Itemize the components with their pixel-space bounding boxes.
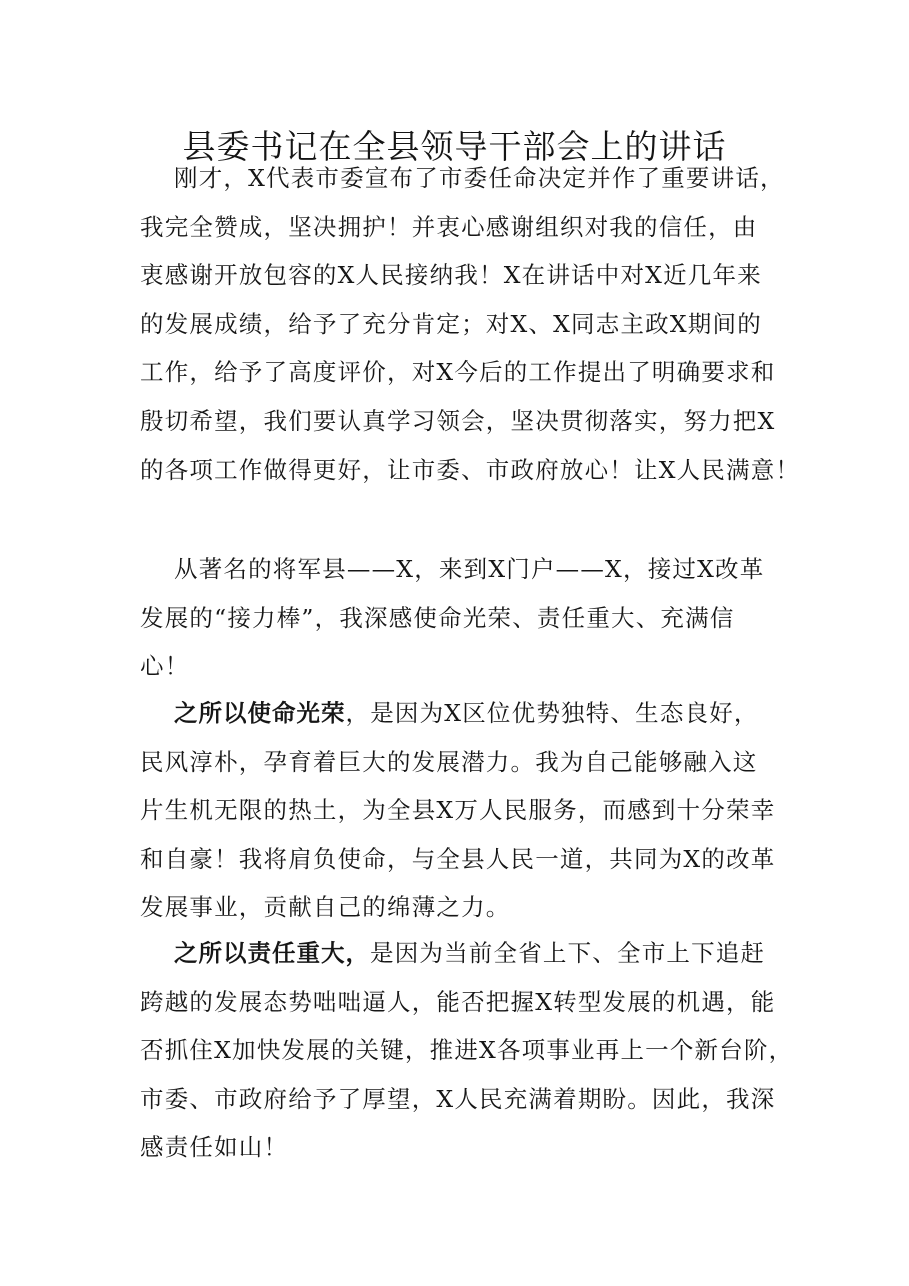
- paragraph-line: 我完全赞成，坚决拥护！并衷心感谢组织对我的信任，由: [140, 212, 758, 241]
- paragraph-line: 殷切希望，我们要认真学习领会，坚决贯彻落实，努力把X: [140, 406, 776, 435]
- paragraph-line: 市委、市政府给予了厚望，X人民充满着期盼。因此，我深: [140, 1084, 776, 1113]
- paragraph-line: 发展的“接力棒”，我深感使命光荣、责任重大、充满信: [140, 603, 735, 632]
- paragraph-line: 民风淳朴，孕育着巨大的发展潜力。我为自己能够融入这: [140, 747, 758, 776]
- paragraph-line: 感责任如山！: [140, 1133, 289, 1162]
- paragraph-line: 发展事业，贡献自己的绵薄之力。: [140, 893, 511, 922]
- paragraph-line: 的发展成绩，给予了充分肯定；对X、X同志主政X期间的: [140, 309, 762, 338]
- paragraph-line: 从著名的将军县——X，来到X门户——X，接过X改革: [174, 555, 765, 583]
- paragraph-line: 片生机无限的热土，为全县X万人民服务，而感到十分荣幸: [140, 796, 776, 825]
- paragraph-1: [140, 154, 801, 494]
- paragraph-line-text: ，是因为X区位优势独特、生态良好，: [345, 699, 759, 727]
- paragraph-line: [140, 929, 790, 978]
- paragraph-line: 工作，给予了高度评价，对X今后的工作提出了明确要求和: [140, 358, 776, 387]
- paragraph-2: [140, 545, 790, 691]
- paragraph-4: [140, 929, 794, 1172]
- document-title: 县委书记在全县领导干部会上的讲话: [182, 127, 727, 166]
- paragraph-line: 和自豪！我将肩负使命，与全县人民一道，共同为X的改革: [140, 844, 776, 873]
- paragraph-line: 衷感谢开放包容的X人民接纳我！X在讲话中对X近几年来: [140, 261, 762, 290]
- paragraph-line: 刚才，X代表市委宣布了市委任命决定并作了重要讲话，: [174, 164, 785, 192]
- paragraph-line-text: 是因为当前全省上下、全市上下追赶: [370, 939, 766, 967]
- paragraph-line: 心！: [140, 652, 190, 681]
- paragraph-lead-bold: 之所以使命光荣: [174, 699, 346, 727]
- paragraph-line: 的各项工作做得更好，让市委、市政府放心！让X人民满意！: [140, 455, 801, 484]
- paragraph-line: [140, 689, 790, 738]
- paragraph-3: [140, 689, 790, 932]
- paragraph-line: 跨越的发展态势咄咄逼人，能否把握X转型发展的机遇，能: [140, 987, 776, 1016]
- paragraph-lead-bold: 之所以责任重大，: [174, 939, 370, 967]
- paragraph-line: 否抓住X加快发展的关键，推进X各项事业再上一个新台阶，: [140, 1036, 794, 1065]
